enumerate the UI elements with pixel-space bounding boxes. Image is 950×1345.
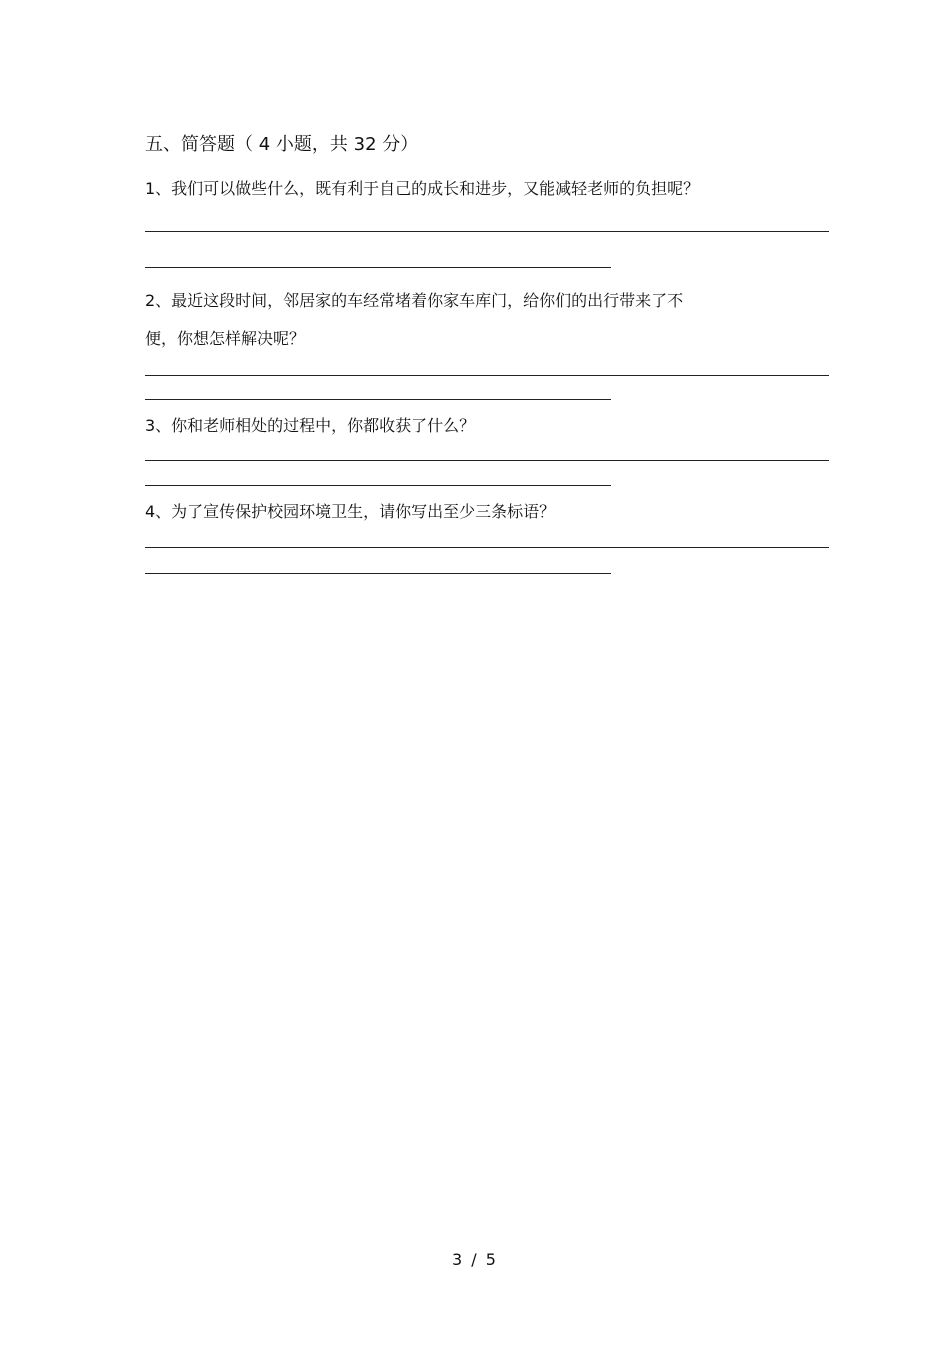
answer-line [145, 573, 611, 574]
answer-line [145, 231, 829, 232]
question-3-text: 3、你和老师相处的过程中，你都收获了什么？ [145, 416, 476, 435]
answer-line [145, 485, 611, 486]
question-2-text-line-1: 2、最近这段时间，邻居家的车经常堵着你家车库门，给你们的出行带来了不 [145, 291, 684, 310]
question-2-text-line-2: 便，你想怎样解决呢？ [145, 329, 306, 348]
question-1-text: 1、我们可以做些什么，既有利于自己的成长和进步，又能减轻老师的负担呢？ [145, 179, 700, 198]
section-title: 五、简答题（ 4 小题，共 32 分） [145, 134, 419, 155]
answer-line [145, 460, 829, 461]
answer-line [145, 399, 611, 400]
page-number: 3 / 5 [452, 1250, 498, 1269]
answer-line [145, 267, 611, 268]
answer-line [145, 547, 829, 548]
answer-line [145, 375, 829, 376]
question-4-text: 4、为了宣传保护校园环境卫生，请你写出至少三条标语？ [145, 502, 556, 521]
